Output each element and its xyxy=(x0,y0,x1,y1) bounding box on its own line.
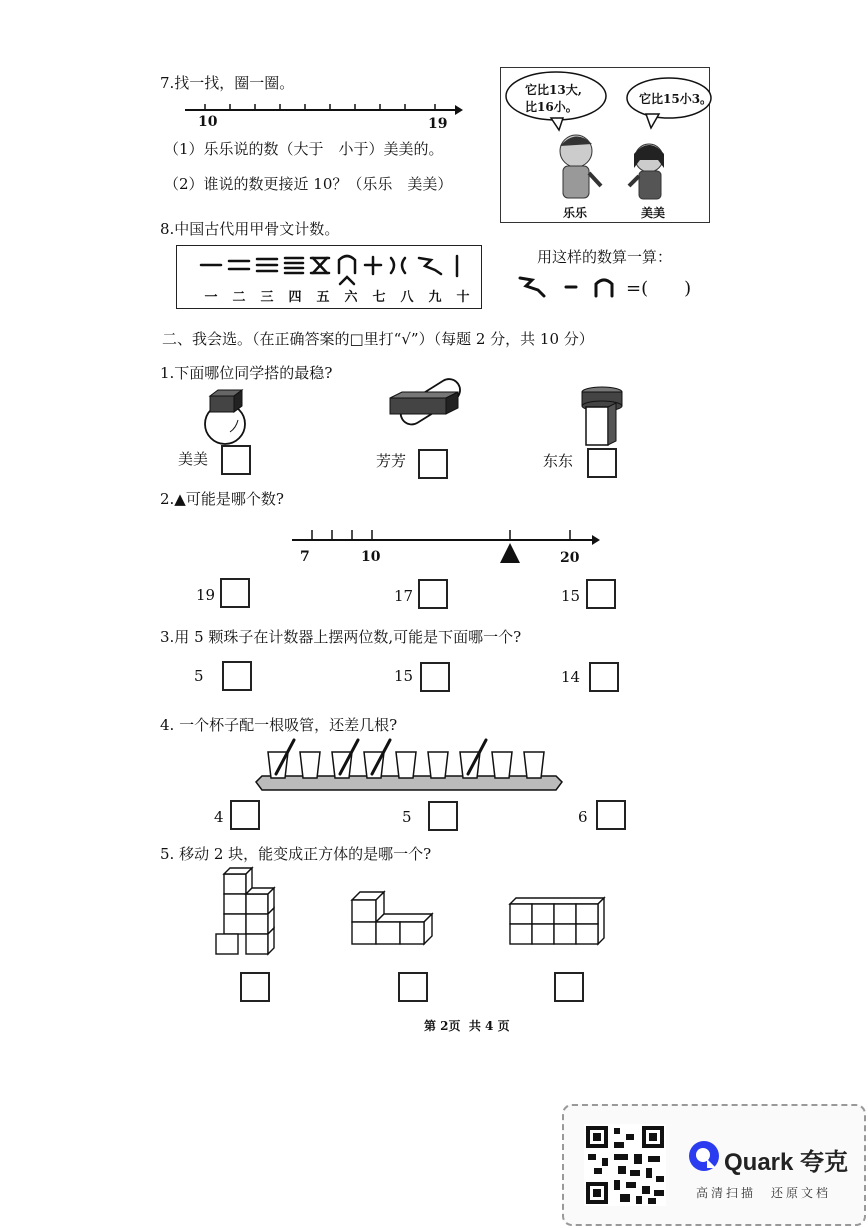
numeral-label: 七 xyxy=(372,290,386,305)
s3-checkbox-15[interactable] xyxy=(420,662,450,692)
q8-equation-glyphs xyxy=(516,272,626,302)
numeral-label: 五 xyxy=(316,290,330,305)
s2-tick-label: 10 xyxy=(361,549,381,565)
q7-sub1: （1）乐乐说的数（大于 小于）美美的。 xyxy=(164,140,444,158)
s3-checkbox-5[interactable] xyxy=(222,661,252,691)
q7-bubble-left-line1: 它比13大, xyxy=(525,83,582,97)
q8-oracle-table xyxy=(176,245,482,309)
numeral-label: 三 xyxy=(260,290,274,305)
quark-brand: Quark 夸克 xyxy=(724,1149,849,1176)
s4-option-label: 4 xyxy=(214,808,224,826)
s2-checkbox-17[interactable] xyxy=(418,579,448,609)
q7-bubble-right: 它比15小3。 xyxy=(639,92,713,106)
q8-calc-text: 用这样的数算一算： xyxy=(537,248,673,266)
s4-option-label: 6 xyxy=(578,808,588,826)
s2-title: 2.▲可能是哪个数? xyxy=(160,490,284,508)
quark-watermark xyxy=(562,1104,866,1226)
s1-image-dongdong xyxy=(580,385,630,447)
numeral-label: 十 xyxy=(456,290,470,305)
q7-line-end: 19 xyxy=(428,116,448,132)
s1-image-fangfang xyxy=(388,376,478,442)
s1-title: 1.下面哪位同学搭的最稳? xyxy=(160,364,333,382)
numeral-label: 九 xyxy=(428,290,442,305)
s1-checkbox-fangfang[interactable] xyxy=(418,449,448,479)
numeral-label: 八 xyxy=(400,290,414,305)
s2-checkbox-15[interactable] xyxy=(586,579,616,609)
s3-checkbox-14[interactable] xyxy=(589,662,619,692)
s3-option-label: 15 xyxy=(394,667,414,685)
q7-picture xyxy=(500,67,713,223)
numeral-label: 一 xyxy=(204,290,218,305)
s5-checkbox-b[interactable] xyxy=(398,972,428,1002)
q7-bubble-left-line2: 比16小。 xyxy=(525,100,578,114)
s4-cups-and-straws xyxy=(256,738,562,794)
s3-option-label: 14 xyxy=(561,668,581,686)
s5-title: 5. 移动 2 块，能变成正方体的是哪一个? xyxy=(160,845,432,863)
numeral-label: 四 xyxy=(288,290,302,305)
s2-number-line xyxy=(292,526,604,570)
s5-checkbox-c[interactable] xyxy=(554,972,584,1002)
oracle-numeral-glyphs xyxy=(177,248,483,284)
quark-slogan: 高清扫描 还原文档 xyxy=(696,1186,832,1200)
q7-line-start: 10 xyxy=(198,114,218,130)
numeral-label: 六 xyxy=(344,290,358,305)
qr-code-icon xyxy=(584,1124,666,1206)
s2-option-label: 15 xyxy=(561,587,581,605)
s1-checkbox-meimei[interactable] xyxy=(221,445,251,475)
s5-cube-figure-c xyxy=(508,896,608,946)
s5-checkbox-a[interactable] xyxy=(240,972,270,1002)
q7-name-right: 美美 xyxy=(641,206,666,220)
s2-tick-label: 7 xyxy=(300,549,310,565)
s1-option-label: 东东 xyxy=(543,452,574,470)
s3-title: 3.用 5 颗珠子在计数器上摆两位数,可能是下面哪一个? xyxy=(160,628,522,646)
s2-checkbox-19[interactable] xyxy=(220,578,250,608)
s1-image-meimei xyxy=(200,388,260,444)
s1-option-label: 美美 xyxy=(178,450,209,468)
s1-checkbox-dongdong[interactable] xyxy=(587,448,617,478)
q7-title: 7.找一找，圈一圈。 xyxy=(160,74,295,92)
s4-checkbox-6[interactable] xyxy=(596,800,626,830)
page-footer: 第 2页 共 4 页 xyxy=(424,1019,510,1033)
s2-tick-label: 20 xyxy=(560,550,580,566)
s3-option-label: 5 xyxy=(194,667,204,685)
q8-equation-tail: =( ) xyxy=(626,278,692,299)
q7-sub2: （2）谁说的数更接近 10？（乐乐 美美） xyxy=(164,175,453,193)
s4-checkbox-4[interactable] xyxy=(230,800,260,830)
s2-option-label: 19 xyxy=(196,586,216,604)
numeral-label: 二 xyxy=(232,290,246,305)
s4-checkbox-5[interactable] xyxy=(428,801,458,831)
s4-title: 4. 一个杯子配一根吸管，还差几根? xyxy=(160,716,398,734)
quark-logo-icon xyxy=(688,1140,720,1172)
s5-cube-figure-b xyxy=(350,890,440,946)
s5-cube-figure-a xyxy=(214,866,280,960)
q7-number-line xyxy=(185,100,465,120)
s4-option-label: 5 xyxy=(402,808,412,826)
s2-option-label: 17 xyxy=(394,587,414,605)
triangle-marker-icon xyxy=(500,543,520,563)
s1-option-label: 芳芳 xyxy=(376,452,407,470)
q8-title: 8.中国古代用甲骨文计数。 xyxy=(160,220,340,238)
q7-name-left: 乐乐 xyxy=(563,206,588,220)
section2-title: 二、我会选。（在正确答案的□里打“√”）（每题 2 分，共 10 分） xyxy=(162,330,594,348)
